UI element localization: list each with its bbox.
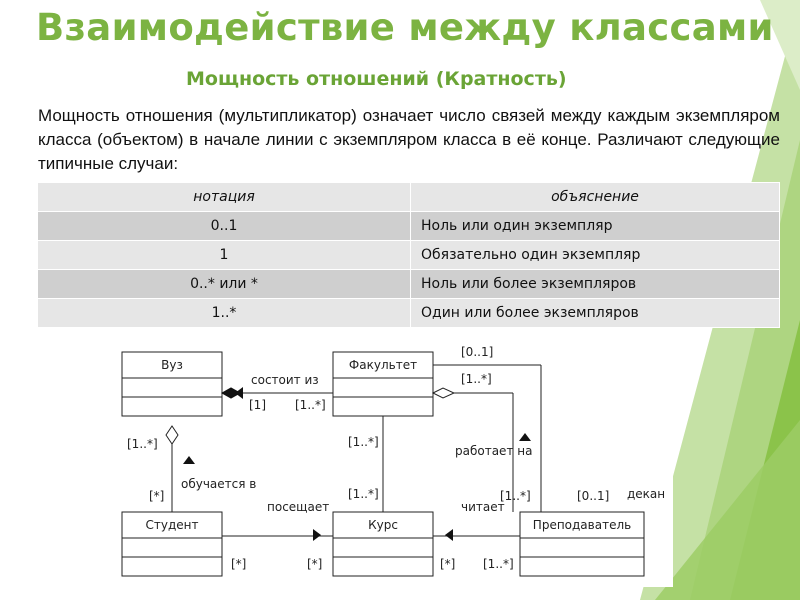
triangle-left-icon xyxy=(235,387,243,399)
notation-table xyxy=(37,182,780,328)
multiplicity-label: [1] xyxy=(249,398,266,412)
multiplicity-label: [1..*] xyxy=(461,372,492,386)
triangle-up-icon xyxy=(519,433,531,441)
assoc-label-sostoit: состоит из xyxy=(251,373,319,387)
multiplicity-label: [1..*] xyxy=(500,489,531,503)
multiplicity-label: [*] xyxy=(440,557,456,571)
multiplicity-label: [*] xyxy=(149,489,165,503)
table-row xyxy=(38,299,780,328)
assoc-label-obuchaetsya: обучается в xyxy=(181,477,257,491)
class-vuz-name: Вуз xyxy=(161,358,183,372)
assoc-label-rabotaet: работает на xyxy=(455,444,533,458)
assoc-label-dekan: декан xyxy=(627,487,666,501)
triangle-left-icon xyxy=(445,529,453,541)
notation-cell: 1..* xyxy=(38,299,411,328)
class-prepodavatel-name: Преподаватель xyxy=(532,518,632,532)
notation-cell: 0..1 xyxy=(38,212,411,241)
triangle-up-icon xyxy=(183,456,195,464)
class-fakultet-name: Факультет xyxy=(348,358,418,372)
table-header: нотация xyxy=(38,183,411,212)
multiplicity-label: [1..*] xyxy=(348,487,379,501)
table-row xyxy=(38,212,780,241)
notation-cell: 1 xyxy=(38,241,411,270)
explanation-cell: Ноль или более экземпляров xyxy=(411,270,780,299)
explanation-cell: Обязательно один экземпляр xyxy=(411,241,780,270)
multiplicity-label: [*] xyxy=(231,557,247,571)
explanation-cell: Один или более экземпляров xyxy=(411,299,780,328)
aggregation-diamond-icon xyxy=(433,388,454,398)
table-header-row xyxy=(38,183,780,212)
table-row xyxy=(38,241,780,270)
multiplicity-label: [*] xyxy=(307,557,323,571)
assoc-label-chitaet: читает xyxy=(461,500,505,514)
multiplicity-label: [0..1] xyxy=(461,345,494,359)
multiplicity-label: [1..*] xyxy=(295,398,326,412)
table-row xyxy=(38,270,780,299)
intro-paragraph: Мощность отношения (мультипликатор) означает число связей между каждым экземпляром класса (объектом) в начале линии с экземпляром класса в её конце. Различают следующие типичные случаи: xyxy=(38,106,780,173)
multiplicity-label: [1..*] xyxy=(127,437,158,451)
explanation-cell: Ноль или один экземпляр xyxy=(411,212,780,241)
page-subtitle: Мощность отношений (Кратность) xyxy=(186,68,567,90)
uml-class-diagram xyxy=(107,340,673,587)
assoc-label-posechaet: посещает xyxy=(267,500,330,514)
page-title: Взаимодействие между классами xyxy=(36,6,774,49)
multiplicity-label: [1..*] xyxy=(348,435,379,449)
notation-cell: 0..* или * xyxy=(38,270,411,299)
multiplicity-label: [0..1] xyxy=(577,489,610,503)
table-header: объяснение xyxy=(411,183,780,212)
class-kurs-name: Курс xyxy=(368,518,398,532)
triangle-right-icon xyxy=(313,529,321,541)
aggregation-diamond-icon xyxy=(166,426,178,444)
class-student-name: Студент xyxy=(145,518,199,532)
multiplicity-label: [1..*] xyxy=(483,557,514,571)
